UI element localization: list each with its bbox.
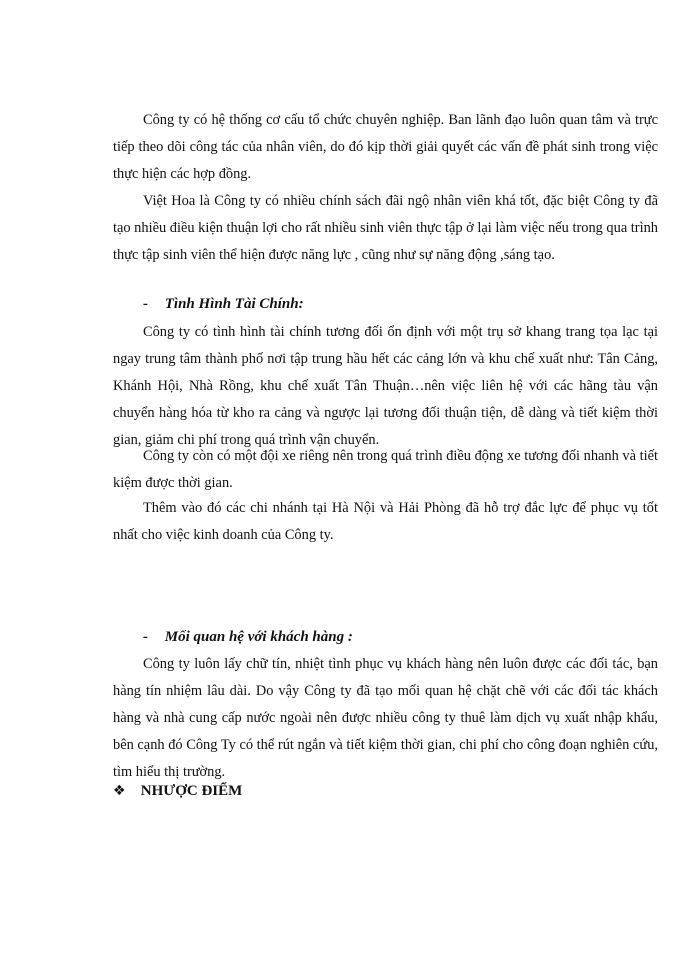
section-weaknesses	[113, 780, 242, 802]
heading-finance-label: Tình Hình Tài Chính:	[164, 296, 304, 312]
heading-dash: -	[143, 296, 148, 312]
heading-finance	[143, 293, 304, 315]
heading-customer-label: Mối quan hệ với khách hàng :	[164, 629, 353, 645]
paragraph-branches: Thêm vào đó các chi nhánh tại Hà Nội và Hải Phòng đã hỗ trợ đắc lực để phục vụ tốt nhất cho việc kinh doanh của Công ty.	[113, 500, 658, 543]
section-title: NHƯỢC ĐIỂM	[140, 783, 243, 799]
paragraph-finance: Công ty có tình hình tài chính tương đối ổn định với một trụ sở khang trang tọa lạc tại ngay trung tâm thành phố nơi tập trung hầu hết các cảng lớn và khu chế xuất như: Tân Cảng, Khánh Hội, Nhà Rồng, khu chế xuất Tân Thuận…nên việc liên hệ với các hãng tàu vận chuyển hàng hóa từ kho ra cảng và ngược lại tương đối thuận tiện, dễ dàng và tiết kiệm thời gian, giảm chi phí trong quá trình vận chuyển.	[113, 324, 658, 448]
paragraph-employee-policy: Việt Hoa là Công ty có nhiều chính sách đãi ngộ nhân viên khá tốt, đặc biệt Công ty đã tạo nhiều điều kiện thuận lợi cho rất nhiều sinh viên thực tập ở lại làm việc nếu trong qua trình thực tập sinh viên thể hiện được năng lực , cũng như sự năng động ,sáng tạo.	[113, 193, 658, 263]
paragraph-organization: Công ty có hệ thống cơ cấu tổ chức chuyên nghiệp. Ban lãnh đạo luôn quan tâm và trực tiếp theo dõi công tác của nhân viên, do đó kịp thời giải quyết các vấn đề phát sinh trong việc thực hiện các hợp đồng.	[113, 112, 658, 182]
paragraph-customer-relations: Công ty luôn lấy chữ tín, nhiệt tình phục vụ khách hàng nên luôn được các đối tác, bạn hàng tín nhiệm lâu dài. Do vậy Công ty đã tạo mối quan hệ chặt chẽ với các đối tác khách hàng và nhà cung cấp nước ngoài nên được nhiều công ty thuê làm dịch vụ xuất nhập khẩu, bên cạnh đó Công Ty có thể rút ngắn và tiết kiệm thời gian, chi phí cho công đoạn nghiên cứu, tìm hiểu thị trường.	[113, 656, 658, 780]
paragraph-vehicle-fleet: Công ty còn có một đội xe riêng nên trong quá trình điều động xe tương đối nhanh và tiết kiệm được thời gian.	[113, 448, 658, 491]
heading-customer-relations	[143, 626, 353, 648]
heading-dash: -	[143, 629, 148, 645]
diamond-bullet-icon: ❖	[113, 783, 126, 799]
